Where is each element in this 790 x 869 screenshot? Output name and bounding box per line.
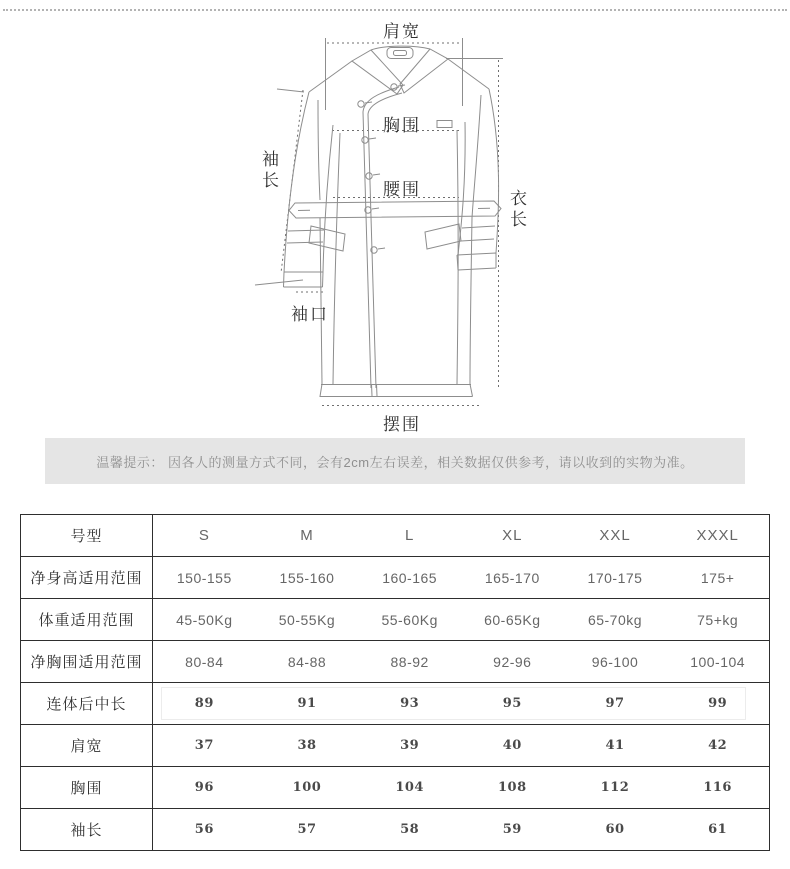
cell-value: 100-104	[690, 653, 746, 670]
cell-value: 150-155	[176, 569, 232, 586]
label-garment-length: 衣长	[507, 189, 526, 231]
cell-value: 50-55Kg	[278, 611, 336, 628]
cell-value: 100	[292, 780, 322, 795]
cell-value: 108	[498, 780, 527, 795]
cell-value: 165-170	[484, 569, 540, 586]
header-size: S	[198, 527, 210, 544]
cell-value: 96-100	[591, 653, 639, 670]
label-sleeve-length: 袖长	[259, 150, 278, 192]
cell-value: 55-60Kg	[381, 611, 438, 628]
cell-value: 84-88	[287, 653, 327, 670]
table-row	[21, 809, 769, 850]
table-row	[21, 557, 769, 599]
cell-value: 57	[297, 822, 317, 837]
chest-pen-slot	[437, 121, 452, 128]
cell-value: 93	[400, 696, 420, 711]
table-header-row	[21, 515, 769, 557]
garment-length-guide	[446, 59, 503, 391]
right-sleeve	[457, 89, 499, 270]
header-size: L	[404, 527, 415, 544]
cell-value: 116	[703, 780, 732, 795]
cell-value: 56	[194, 822, 214, 837]
sleeve-length-guide	[277, 89, 304, 273]
label-shoulder-width: 肩宽	[383, 22, 421, 41]
notice-text: 温馨提示： 因各人的测量方式不同，会有2cm左右误差，相关数据仅供参考，请以收到的实物为准。	[96, 454, 694, 470]
cell-value: 92-96	[493, 653, 532, 670]
header-size: M	[300, 527, 314, 544]
cell-value: 175+	[700, 569, 735, 586]
cell-value: 75+kg	[697, 611, 739, 628]
cell-value: 160-165	[382, 569, 438, 586]
row-label: 净身高适用范围	[21, 557, 153, 598]
table-row	[21, 767, 769, 809]
cell-value: 99	[708, 696, 728, 711]
table-row	[21, 641, 769, 683]
label-waist: 腰围	[383, 180, 421, 199]
cell-value: 40	[502, 738, 522, 753]
cell-value: 59	[502, 822, 522, 837]
cell-value: 80-84	[185, 653, 224, 670]
cell-value: 88-92	[390, 653, 429, 670]
shoulder-width-guide	[326, 38, 463, 110]
header-size: XXL	[599, 527, 631, 544]
cell-value: 41	[605, 738, 625, 753]
cell-value: 95	[502, 696, 522, 711]
header-size: XL	[502, 527, 523, 544]
cell-value: 112	[600, 780, 630, 795]
pockets	[309, 224, 461, 251]
left-sleeve	[284, 92, 334, 287]
row-label: 净胸围适用范围	[21, 641, 153, 682]
cell-value: 96	[194, 780, 214, 795]
cell-value: 170-175	[587, 569, 643, 586]
label-chest: 胸围	[383, 116, 421, 135]
label-hem: 摆围	[383, 415, 421, 434]
cell-value: 61	[708, 822, 728, 837]
cell-value: 37	[194, 738, 214, 753]
header-size: XXXL	[696, 527, 739, 544]
cell-value: 38	[297, 738, 317, 753]
cell-value: 91	[297, 696, 317, 711]
notice-bar	[45, 438, 745, 484]
belt	[289, 201, 501, 218]
row-label: 胸围	[21, 767, 153, 808]
cell-value: 65-70kg	[587, 611, 643, 628]
size-table	[20, 514, 770, 851]
cell-value: 60-65Kg	[484, 611, 541, 628]
cell-value: 97	[605, 696, 625, 711]
cell-value: 45-50Kg	[176, 611, 233, 628]
cuff-guide	[255, 280, 325, 292]
hem-band	[320, 384, 473, 397]
row-label: 袖长	[21, 809, 153, 850]
row-label: 肩宽	[21, 725, 153, 766]
label-cuff: 袖口	[291, 305, 329, 324]
row-label: 体重适用范围	[21, 599, 153, 640]
header-label: 号型	[21, 515, 153, 556]
row-label: 连体后中长	[21, 683, 153, 724]
cell-value: 104	[395, 780, 424, 795]
cell-value: 58	[400, 822, 420, 837]
cell-value: 155-160	[279, 569, 335, 586]
cell-value: 39	[400, 738, 420, 753]
table-row	[21, 725, 769, 767]
collar	[352, 46, 448, 94]
table-row	[21, 599, 769, 641]
cell-value: 42	[708, 738, 728, 753]
cell-value: 60	[605, 822, 625, 837]
cell-value: 89	[194, 696, 214, 711]
table-row	[21, 683, 769, 725]
hanger-loop	[387, 48, 413, 59]
